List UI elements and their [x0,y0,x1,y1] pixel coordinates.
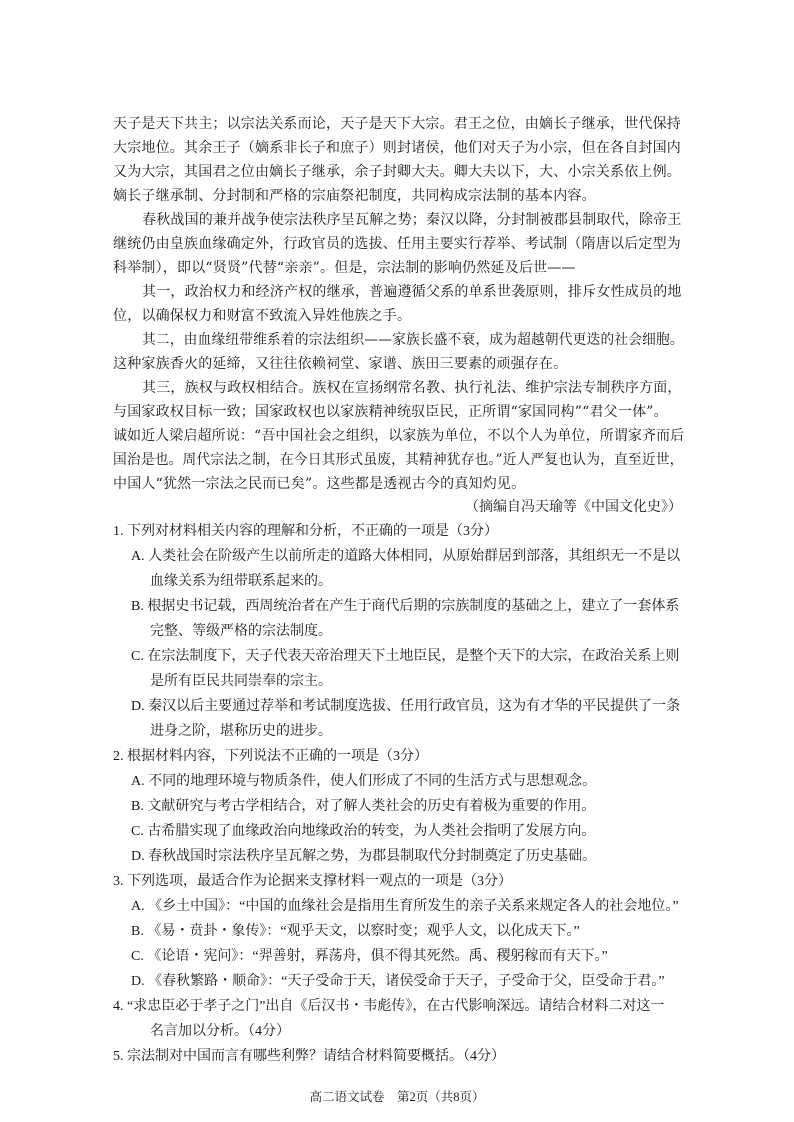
question-1-stem: 1. 下列对材料相关内容的理解和分析，不正确的一项是（3分） [113,524,498,539]
material-line: 这种家族香火的延缔，又往往依赖祠堂、家谱、族田三要素的顽强存在。 [113,356,568,372]
question-3-stem: 3. 下列选项，最适合作为论据来支撑材料一观点的一项是（3分） [113,874,512,889]
question-1-option-d-cont: 进身之阶，堪称历史的进步。 [150,724,332,739]
question-1-option-a: A. 人类社会在阶级产生以前所走的道路大体相同，从原始群居到部落，其组织无一不是以 [131,549,681,564]
material-line: 春秋战国的兼并战争使宗法秩序呈瓦解之势；秦汉以降，分封制被郡县制取代，除帝王 [142,212,682,228]
question-2-option-d: D. 春秋战国时宗法秩序呈瓦解之势，为郡县制取代分封制奠定了历史基础。 [131,849,597,864]
question-3-option-a: A. 《乡土中国》：“中国的血缘社会是指用生育所发生的亲子关系来规定各人的社会地位。” [131,899,679,914]
material-line: 天子是天下共主；以宗法关系而论，天子是天下大宗。君王之位，由嫡长子继承，世代保持 [113,116,681,132]
question-1-option-b: B. 根据史书记载，西周统治者在产生于商代后期的宗族制度的基础之上，建立了一套体系 [131,599,680,614]
material-line: 嫡长子继承制、分封制和严格的宗庙祭祀制度，共同构成宗法制的基本内容。 [113,188,596,204]
material-line: 科举制），即以“贤贤”代替“亲亲”。但是，宗法制的影响仍然延及后世—— [113,260,576,276]
question-2-option-c: C. 古希腊实现了血缘政治向地缘政治的转变，为人类社会指明了发展方向。 [131,824,596,839]
material-line: 其一，政治权力和经济产权的继承，普遍遵循父系的单系世袭原则，排斥女性成员的地 [142,284,682,300]
question-1-option-c: C. 在宗法制度下，天子代表天帝治理天下土地臣民，是整个天下的大宗，在政治关系上则 [131,649,680,664]
material-line: 位，以确保权力和财富不致流入异姓他族之手。 [113,308,412,324]
question-2-stem: 2. 根据材料内容，下列说法不正确的一项是（3分） [113,749,428,764]
question-5-stem: 5. 宗法制对中国而言有哪些利弊？请结合材料简要概括。（4分） [113,1049,505,1064]
question-1-option-b-cont: 完整、等级严格的宗法制度。 [150,624,332,639]
material-line: 诚如近人梁启超所说：“吾中国社会之组织，以家族为单位，不以个人为单位，所谓家齐而后 [113,428,685,444]
material-source: （摘编自冯天瑜等《中国文化史》） [465,500,682,515]
question-1-option-c-cont: 是所有臣民共同崇奉的宗主。 [150,674,332,689]
material-line: 中国人“犹然一宗法之民而已矣”。这些都是透视古今的真知灼见。 [113,476,526,492]
question-3-option-d: D. 《春秋繁路・顺命》：“天子受命于天，诸侯受命于天子，子受命于父，臣受命于君。” [131,974,665,989]
material-line: 与国家政权目标一致；国家政权也以家族精神统驭臣民，正所谓“家国同构”“君父一体”。 [113,404,668,420]
question-3-option-c: C. 《论语・宪问》：“羿善射，奡荡舟，俱不得其死然。禹、稷躬稼而有天下。” [131,949,608,964]
material-line: 继统仍由皇族血缘确定外，行政官员的选拔、任用主要实行荐举、考试制（隋唐以后定型为 [113,236,681,252]
question-2-option-a: A. 不同的地理环境与物质条件，使人们形成了不同的生活方式与思想观念。 [131,774,597,789]
page-footer: 高二语文试卷 第2页（共8页） [309,1090,485,1104]
material-line: 又为大宗，其国君之位由嫡长子继承，余子封卿大夫。卿大夫以下，大、小宗关系依上例。 [113,164,681,180]
question-4-stem-cont: 名言加以分析。（4分） [150,1024,290,1039]
question-4-stem: 4. “求忠臣必于孝子之门”出自《后汉书・韦彪传》，在古代影响深远。请结合材料二对这一 [113,999,665,1014]
question-3-option-b: B. 《易・贲卦・象传》：“观乎天文，以察时变；观乎人文，以化成天下。” [131,924,580,939]
question-1-option-a-cont: 血缘关系为纽带联系起来的。 [150,574,332,589]
material-line: 其三，族权与政权相结合。族权在宣扬纲常名教、执行礼法、维护宗法专制秩序方面， [142,380,682,396]
material-line: 国治是也。周代宗法之制，在今日其形式虽废，其精神犹存也。”近人严复也认为，直至近世， [113,452,684,468]
question-1-option-d: D. 秦汉以后主要通过荐举和考试制度选拔、任用行政官员，这为有才华的平民提供了一条 [131,699,681,714]
question-2-option-b: B. 文献研究与考古学相结合，对了解人类社会的历史有着极为重要的作用。 [131,799,596,814]
material-line: 其二，由血缘纽带维系着的宗法组织——家族长盛不衰，成为超越朝代更迭的社会细胞。 [142,332,684,348]
material-line: 大宗地位。其余王子（嫡系非长子和庶子）则封诸侯，他们对天子为小宗，但在各自封国内 [113,140,681,156]
